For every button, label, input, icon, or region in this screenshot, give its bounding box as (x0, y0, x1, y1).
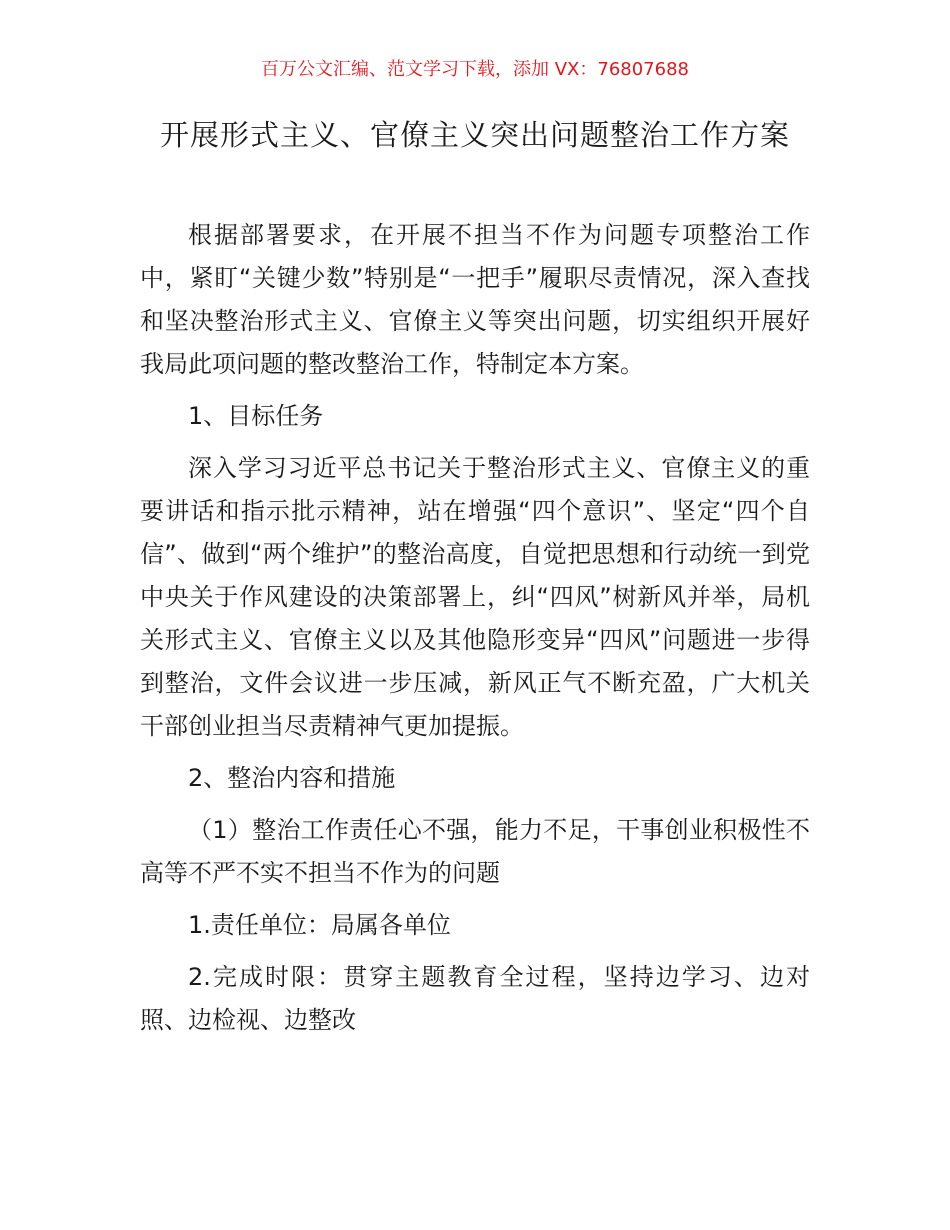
promo-header: 百万公文汇编、范文学习下载，添加 VX：76807688 (261, 59, 689, 80)
paragraph-deadline: 2.完成时限：贯穿主题教育全过程，坚持边学习、边对照、边检视、边整改 (140, 963, 810, 1034)
paragraph-responsible-unit: 1.责任单位：局属各单位 (188, 911, 451, 939)
paragraph-intro: 根据部署要求，在开展不担当不作为问题专项整治工作中，紧盯“关键少数”特别是“一把手”履职尽责情况，深入查找和坚决整治形式主义、官僚主义等突出问题，切实组织开展好我局此项问题的整改整治工作，特制定本方案。 (140, 221, 810, 378)
paragraph-objectives: 深入学习习近平总书记关于整治形式主义、官僚主义的重要讲话和指示批示精神，站在增强“四个意识”、坚定“四个自信”、做到“两个维护”的整治高度，自觉把思想和行动统一到党中央关于作风建设的决策部署上，纠“四风”树新风并举，局机关形式主义、官僚主义以及其他隐形变异“四风”问题进一步得到整治，文件会议进一步压减，新风正气不断充盈，广大机关干部创业担当尽责精神气更加提振。 (140, 454, 810, 740)
heading-measures: 2、整治内容和措施 (188, 764, 396, 792)
heading-objectives: 1、目标任务 (188, 402, 324, 430)
document-title: 开展形式主义、官僚主义突出问题整治工作方案 (159, 118, 790, 152)
paragraph-item-1: （1）整治工作责任心不强，能力不足，干事创业积极性不高等不严不实不担当不作为的问题 (140, 816, 810, 887)
document-body (140, 214, 810, 1051)
